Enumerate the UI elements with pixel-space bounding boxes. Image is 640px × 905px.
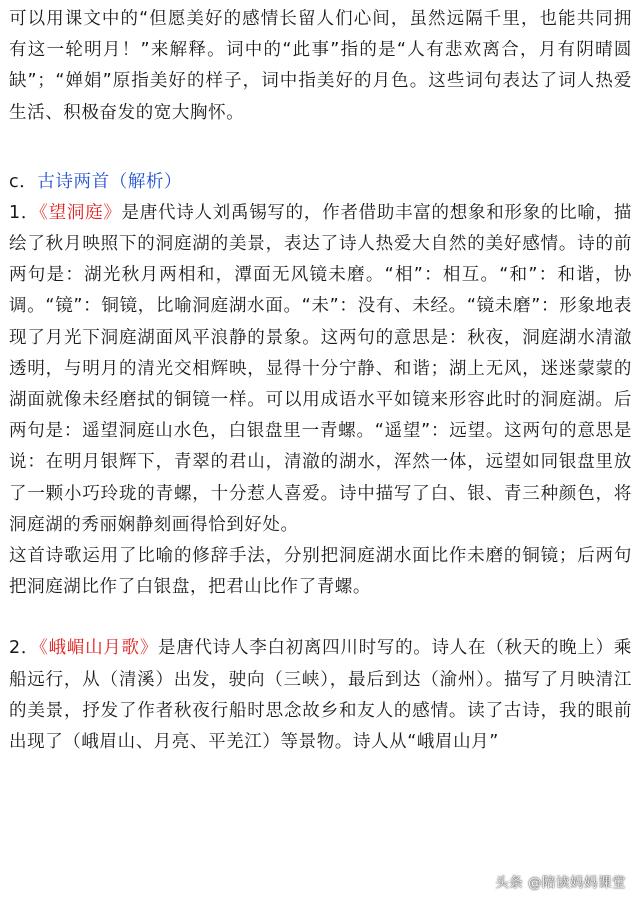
section-heading xyxy=(9,167,632,198)
poem1-text: 是唐代诗人刘禹锡写的，作者借助丰富的想象和形象的比喻，描绘了秋月映照下的洞庭湖的美景，表达了诗人热爱大自然的美好感情。诗的前两句是：湖光秋月两相和，潭面无风镜未磨。“相”：相互。“和”：和谐，协调。“镜”：铜镜，比喻洞庭湖水面。“未”：没有、未经。“镜未磨”：形象地表现了月光下洞庭湖面风平浪静的景象。这两句的意思是：秋夜，洞庭湖水清澈透明，与明月的清光交相辉映，显得十分宁静、和谐；湖上无风，迷迷蒙蒙的湖面就像未经磨拭的铜镜一样。可以用成语水平如镜来形容此时的洞庭湖。后两句是：遥望洞庭山水色，白银盘里一青螺。“遥望”：远望。这两句的意思是说：在明月银辉下，青翠的君山，清澈的湖水，浑然一体，远望如同银盘里放了一颗小巧玲珑的青螺，十分惹人喜爱。诗中描写了白、银、青三种颜色，将洞庭湖的秀丽娴静刻画得恰到好处。 xyxy=(9,202,632,535)
poem2-number: 2． xyxy=(9,638,40,659)
poem1-title: 《望洞庭》 xyxy=(39,202,122,223)
poem1-rhetoric-text: 这首诗歌运用了比喻的修辞手法，分别把洞庭湖水面比作未磨的铜镜；后两句把洞庭湖比作了白银盘，把君山比作了青螺。 xyxy=(9,546,632,598)
poem1-number: 1． xyxy=(9,202,40,223)
watermark: 头条 @陪读妈妈课堂 xyxy=(495,875,626,891)
poem1-paragraph xyxy=(9,198,632,604)
poem2-paragraph xyxy=(9,633,632,758)
poem2-title: 《峨嵋山月歌》 xyxy=(39,638,159,659)
paragraph-gap xyxy=(9,603,632,633)
section-letter: c． xyxy=(9,171,38,192)
intro-paragraph: 可以用课文中的“但愿美好的感情长留人们心间，虽然远隔千里，也能共同拥有这一轮明月！”来解释。词中的“此事”指的是“人有悲欢离合，月有阴晴圆缺”；“婵娟”原指美好的样子，词中指美好的月色。这些词句表达了词人热爱生活、积极奋发的宽大胸怀。 xyxy=(9,9,632,123)
section-title: 古诗两首（解析） xyxy=(37,171,183,192)
poem2-text: 是唐代诗人李白初离四川时写的。诗人在（秋天的晚上）乘船远行，从（清溪）出发，驶向（三峡），最后到达（渝州）。描写了月映清江的美景，抒发了作者秋夜行船时思念故乡和友人的感情。读了古诗，我的眼前出现了（峨眉山、月亮、平羌江）等景物。诗人从“峨眉山月” xyxy=(9,638,632,753)
